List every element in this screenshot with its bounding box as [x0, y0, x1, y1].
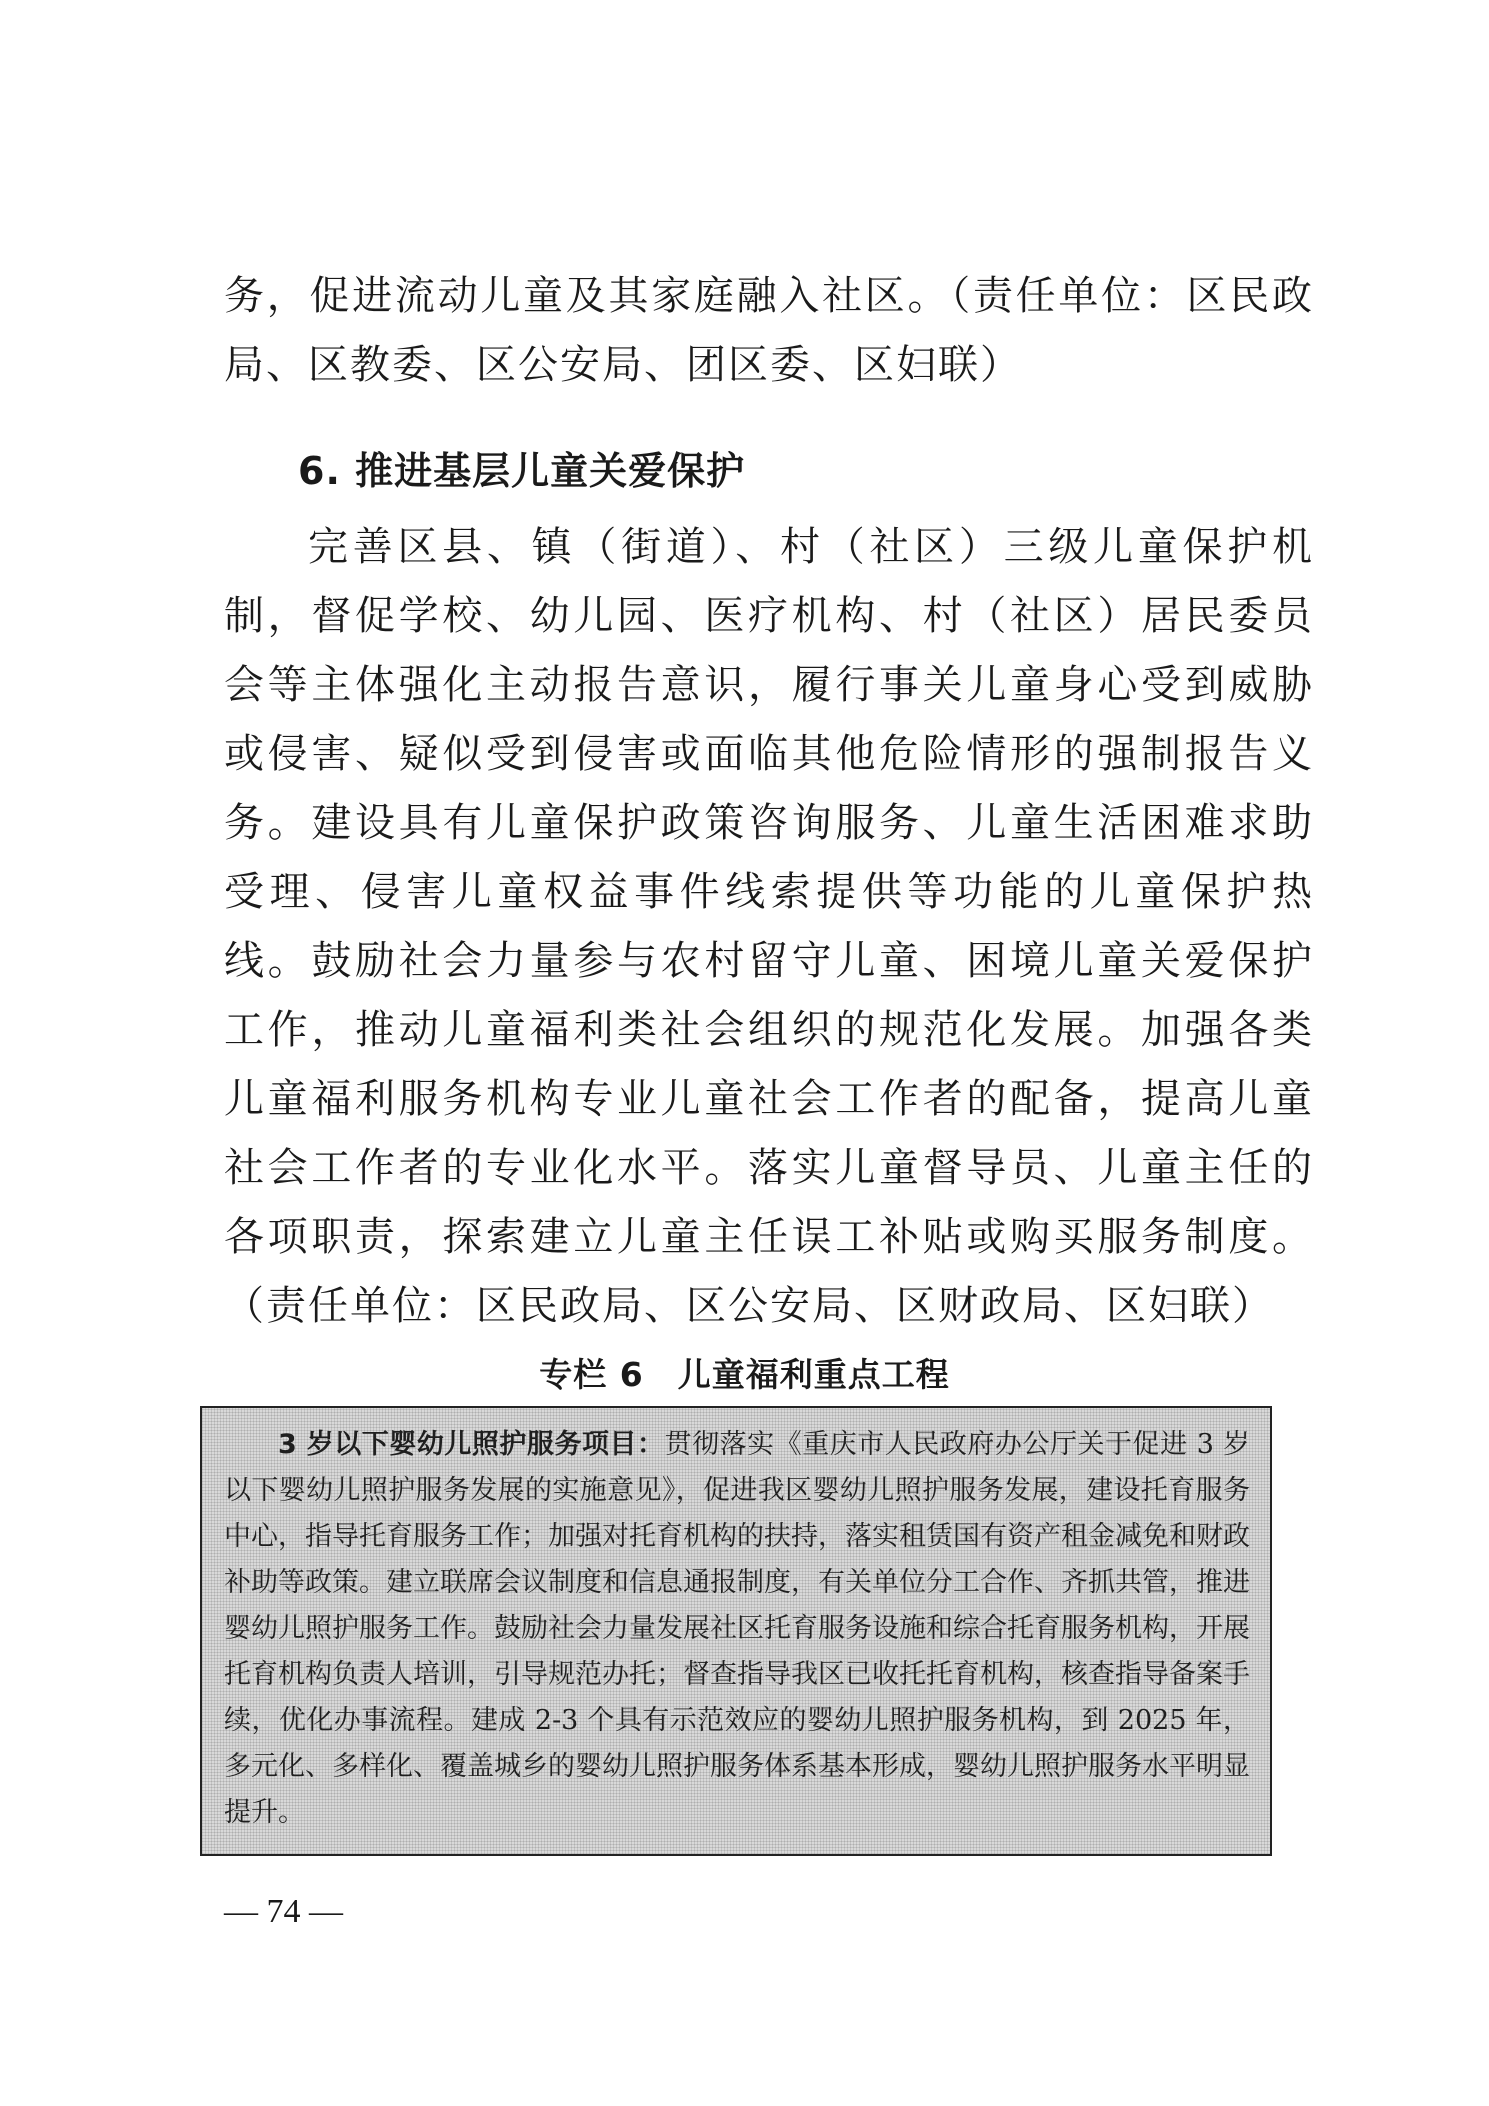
- box-lead: 3 岁以下婴幼儿照护服务项目：: [278, 1429, 665, 1460]
- section-heading: 6. 推进基层儿童关爱保护: [298, 449, 746, 493]
- box-body: 贯彻落实《重庆市人民政府办公厅关于促进 3 岁以下婴幼儿照护服务发展的实施意见》，促进我区婴幼儿照护服务发展，建设托育服务中心，指导托育服务工作；加强对托育机构的扶持，落实租赁国有资产租金减免和财政补助等政策。建立联席会议制度和信息通报制度，有关单位分工合作、齐抓共管，推进婴幼儿照护服务工作。鼓励社会力量发展社区托育服务设施和综合托育服务机构，开展托育机构负责人培训，引导规范办托；督查指导我区已收托托育机构，核查指导备案手续，优化办事流程。建成 2-3 个具有示范效应的婴幼儿照护服务机构，到 2025 年，多元化、多样化、覆盖城乡的婴幼儿照护服务体系基本形成，婴幼儿照护服务水平明显提升。: [224, 1429, 1251, 1828]
- page-number: — 74 —: [224, 1893, 343, 1930]
- box-text: [224, 1422, 1250, 1836]
- paragraph-child-protection: 完善区县、镇（街道）、村（社区）三级儿童保护机制，督促学校、幼儿园、医疗机构、村（社区）居民委员会等主体强化主动报告意识，履行事关儿童身心受到威胁或侵害、疑似受到侵害或面临其他危险情形的强制报告义务。建设具有儿童保护政策咨询服务、儿童生活困难求助受理、侵害儿童权益事件线索提供等功能的儿童保护热线。鼓励社会力量参与农村留守儿童、困境儿童关爱保护工作，推动儿童福利类社会组织的规范化发展。加强各类儿童福利服务机构专业儿童社会工作者的配备，提高儿童社会工作者的专业化水平。落实儿童督导员、儿童主任的各项职责，探索建立儿童主任误工补贴或购买服务制度。（责任单位：区民政局、区公安局、区财政局、区妇联）: [224, 524, 1314, 1329]
- shaded-info-box: [200, 1406, 1272, 1856]
- box-title: 专栏 6 儿童福利重点工程: [539, 1355, 950, 1394]
- paragraph-continuation: 务，促进流动儿童及其家庭融入社区。（责任单位：区民政局、区教委、区公安局、团区委、区妇联）: [224, 273, 1314, 388]
